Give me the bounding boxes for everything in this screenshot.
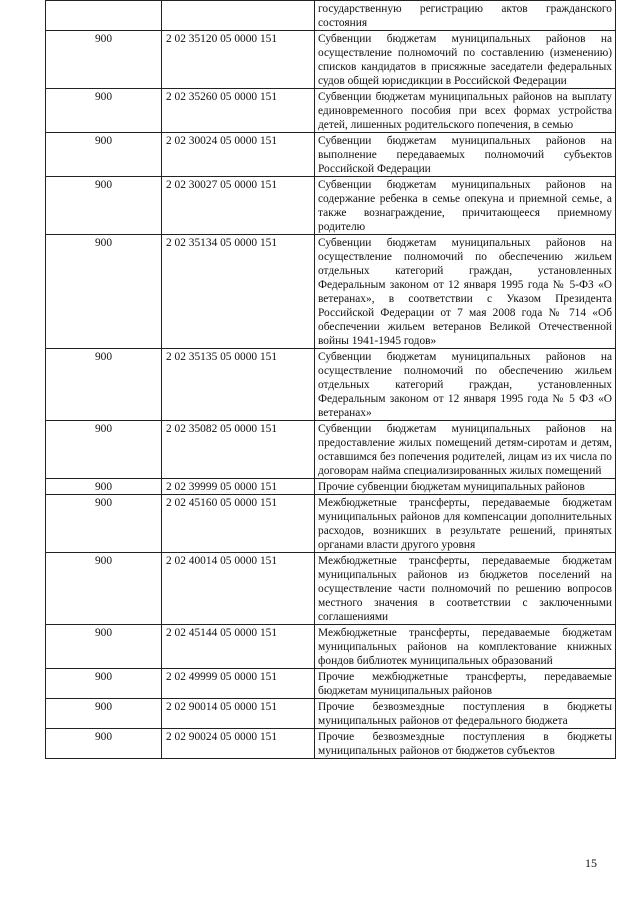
budget-codes-table bbox=[45, 0, 616, 759]
revenue-code-cell: 2 02 35134 05 0000 151 bbox=[162, 235, 315, 349]
revenue-name-cell: Прочие безвозмездные поступления в бюджеты муниципальных районов от федерального бюджета bbox=[315, 699, 616, 729]
admin-code-cell: 900 bbox=[46, 553, 162, 625]
admin-code-cell: 900 bbox=[46, 669, 162, 699]
table-row bbox=[46, 421, 616, 479]
table-body bbox=[46, 1, 616, 759]
admin-code-cell: 900 bbox=[46, 133, 162, 177]
table-row bbox=[46, 553, 616, 625]
admin-code-cell: 900 bbox=[46, 349, 162, 421]
revenue-code-cell: 2 02 35260 05 0000 151 bbox=[162, 89, 315, 133]
table-row bbox=[46, 699, 616, 729]
revenue-name-cell: государственную регистрацию актов гражданского состояния bbox=[315, 1, 616, 31]
revenue-name-cell: Субвенции бюджетам муниципальных районов на выполнение передаваемых полномочий субъектов Российской Федерации bbox=[315, 133, 616, 177]
revenue-name-cell: Прочие субвенции бюджетам муниципальных районов bbox=[315, 479, 616, 495]
admin-code-cell: 900 bbox=[46, 177, 162, 235]
table-row bbox=[46, 669, 616, 699]
admin-code-cell: 900 bbox=[46, 699, 162, 729]
admin-code-cell: 900 bbox=[46, 625, 162, 669]
admin-code-cell: 900 bbox=[46, 89, 162, 133]
revenue-code-cell: 2 02 90024 05 0000 151 bbox=[162, 729, 315, 759]
table-row bbox=[46, 495, 616, 553]
revenue-name-cell: Субвенции бюджетам муниципальных районов на осуществление полномочий по составлению (изменению) списков кандидатов в присяжные заседатели федеральных судов общей юрисдикции в Российской Федерации bbox=[315, 31, 616, 89]
table-row bbox=[46, 235, 616, 349]
revenue-name-cell: Субвенции бюджетам муниципальных районов на выплату единовременного пособия при всех формах устройства детей, лишенных родительского попечения, в семью bbox=[315, 89, 616, 133]
table-row bbox=[46, 31, 616, 89]
revenue-name-cell: Субвенции бюджетам муниципальных районов на осуществление полномочий по обеспечению жильем отдельных категорий граждан, установленных Федеральным законом от 12 января 1995 года № 5 ФЗ «О ветеранах» bbox=[315, 349, 616, 421]
page-number: 15 bbox=[585, 856, 597, 870]
admin-code-cell: 900 bbox=[46, 479, 162, 495]
revenue-code-cell: 2 02 90014 05 0000 151 bbox=[162, 699, 315, 729]
revenue-code-cell: 2 02 35082 05 0000 151 bbox=[162, 421, 315, 479]
table-row bbox=[46, 89, 616, 133]
revenue-code-cell: 2 02 49999 05 0000 151 bbox=[162, 669, 315, 699]
revenue-code-cell: 2 02 39999 05 0000 151 bbox=[162, 479, 315, 495]
revenue-name-cell: Межбюджетные трансферты, передаваемые бюджетам муниципальных районов на комплектование книжных фондов библиотек муниципальных образований bbox=[315, 625, 616, 669]
admin-code-cell: 900 bbox=[46, 421, 162, 479]
admin-code-cell: 900 bbox=[46, 495, 162, 553]
table-row bbox=[46, 625, 616, 669]
revenue-name-cell: Прочие безвозмездные поступления в бюджеты муниципальных районов от бюджетов субъектов bbox=[315, 729, 616, 759]
revenue-name-cell: Субвенции бюджетам муниципальных районов на предоставление жилых помещений детям-сиротам и детям, оставшимся без попечения родителей, лицам из их числа по договорам найма специализированных жилых помещений bbox=[315, 421, 616, 479]
table-row bbox=[46, 133, 616, 177]
revenue-code-cell: 2 02 40014 05 0000 151 bbox=[162, 553, 315, 625]
revenue-name-cell: Субвенции бюджетам муниципальных районов на осуществление полномочий по обеспечению жильем отдельных категорий граждан, установленных Федеральным законом от 12 января 1995 года № 5-ФЗ «О ветеранах», в соответствии с Указом Президента Российской Федерации от 7 мая 2008 года № 714 «Об обеспечении жильем ветеранов Великой Отечественной войны 1941-1945 годов» bbox=[315, 235, 616, 349]
revenue-name-cell: Межбюджетные трансферты, передаваемые бюджетам муниципальных районов для компенсации дополнительных расходов, возникших в результате решений, принятых органами власти другого уровня bbox=[315, 495, 616, 553]
table-row bbox=[46, 479, 616, 495]
admin-code-cell: 900 bbox=[46, 235, 162, 349]
revenue-name-cell: Межбюджетные трансферты, передаваемые бюджетам муниципальных районов из бюджетов поселений на осуществление части полномочий по решению вопросов местного значения в соответствии с заключенными соглашениями bbox=[315, 553, 616, 625]
table-row bbox=[46, 349, 616, 421]
admin-code-cell bbox=[46, 1, 162, 31]
table-row bbox=[46, 177, 616, 235]
revenue-name-cell: Субвенции бюджетам муниципальных районов на содержание ребенка в семье опекуна и приемной семье, а также вознаграждение, причитающееся приемному родителю bbox=[315, 177, 616, 235]
revenue-code-cell bbox=[162, 1, 315, 31]
admin-code-cell: 900 bbox=[46, 31, 162, 89]
revenue-name-cell: Прочие межбюджетные трансферты, передаваемые бюджетам муниципальных районов bbox=[315, 669, 616, 699]
table-row bbox=[46, 729, 616, 759]
revenue-code-cell: 2 02 45144 05 0000 151 bbox=[162, 625, 315, 669]
table-row bbox=[46, 1, 616, 31]
revenue-code-cell: 2 02 35120 05 0000 151 bbox=[162, 31, 315, 89]
admin-code-cell: 900 bbox=[46, 729, 162, 759]
revenue-code-cell: 2 02 30024 05 0000 151 bbox=[162, 133, 315, 177]
revenue-code-cell: 2 02 30027 05 0000 151 bbox=[162, 177, 315, 235]
revenue-code-cell: 2 02 45160 05 0000 151 bbox=[162, 495, 315, 553]
revenue-code-cell: 2 02 35135 05 0000 151 bbox=[162, 349, 315, 421]
